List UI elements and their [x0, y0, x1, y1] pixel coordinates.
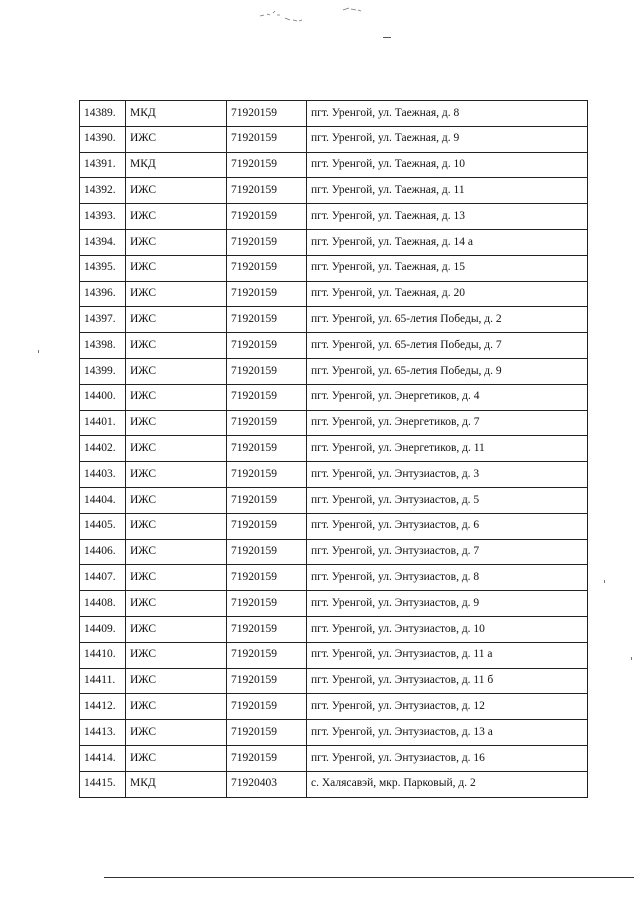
oktmo-code-cell: 71920159 [227, 694, 307, 720]
oktmo-code-cell: 71920159 [227, 539, 307, 565]
table-row [80, 771, 588, 797]
object-type-cell: ИЖС [126, 694, 227, 720]
address-cell: пгт. Уренгой, ул. Энтузиастов, д. 3 [307, 462, 588, 488]
oktmo-code-cell: 71920159 [227, 513, 307, 539]
address-cell: с. Халясавэй, мкр. Парковый, д. 2 [307, 771, 588, 797]
address-cell: пгт. Уренгой, ул. 65-летия Победы, д. 2 [307, 307, 588, 333]
row-number-cell: 14391. [80, 152, 126, 178]
oktmo-code-cell: 71920159 [227, 462, 307, 488]
table-row [80, 307, 588, 333]
object-type-cell: ИЖС [126, 720, 227, 746]
table-row [80, 513, 588, 539]
address-cell: пгт. Уренгой, ул. 65-летия Победы, д. 9 [307, 358, 588, 384]
oktmo-code-cell: 71920159 [227, 720, 307, 746]
oktmo-code-cell: 71920159 [227, 668, 307, 694]
row-number-cell: 14398. [80, 333, 126, 359]
table-row [80, 745, 588, 771]
row-number-cell: 14402. [80, 436, 126, 462]
row-number-cell: 14392. [80, 178, 126, 204]
table-row [80, 436, 588, 462]
row-number-cell: 14396. [80, 281, 126, 307]
object-type-cell: ИЖС [126, 745, 227, 771]
object-type-cell: ИЖС [126, 384, 227, 410]
object-type-cell: ИЖС [126, 436, 227, 462]
object-type-cell: ИЖС [126, 229, 227, 255]
row-number-cell: 14394. [80, 229, 126, 255]
table-row [80, 358, 588, 384]
object-type-cell: ИЖС [126, 539, 227, 565]
address-cell: пгт. Уренгой, ул. Энтузиастов, д. 10 [307, 616, 588, 642]
row-number-cell: 14395. [80, 255, 126, 281]
row-number-cell: 14393. [80, 204, 126, 230]
object-type-cell: ИЖС [126, 333, 227, 359]
table-row [80, 410, 588, 436]
row-number-cell: 14399. [80, 358, 126, 384]
scan-noise-marks [255, 4, 375, 34]
table-row [80, 333, 588, 359]
row-number-cell: 14389. [80, 101, 126, 127]
table-row [80, 281, 588, 307]
row-number-cell: 14403. [80, 462, 126, 488]
table-row [80, 255, 588, 281]
scan-speck [631, 657, 632, 660]
row-number-cell: 14408. [80, 591, 126, 617]
object-type-cell: ИЖС [126, 462, 227, 488]
address-cell: пгт. Уренгой, ул. Таежная, д. 20 [307, 281, 588, 307]
address-cell: пгт. Уренгой, ул. Энтузиастов, д. 16 [307, 745, 588, 771]
address-cell: пгт. Уренгой, ул. Таежная, д. 9 [307, 126, 588, 152]
object-type-cell: МКД [126, 771, 227, 797]
oktmo-code-cell: 71920159 [227, 229, 307, 255]
row-number-cell: 14401. [80, 410, 126, 436]
object-type-cell: ИЖС [126, 642, 227, 668]
address-cell: пгт. Уренгой, ул. Энтузиастов, д. 6 [307, 513, 588, 539]
table-row [80, 126, 588, 152]
table-row [80, 720, 588, 746]
object-type-cell: ИЖС [126, 307, 227, 333]
row-number-cell: 14400. [80, 384, 126, 410]
address-cell: пгт. Уренгой, ул. Энтузиастов, д. 13 а [307, 720, 588, 746]
object-type-cell: ИЖС [126, 616, 227, 642]
object-type-cell: ИЖС [126, 591, 227, 617]
table-row [80, 229, 588, 255]
scan-dash-mark [383, 37, 391, 38]
row-number-cell: 14410. [80, 642, 126, 668]
row-number-cell: 14409. [80, 616, 126, 642]
oktmo-code-cell: 71920159 [227, 126, 307, 152]
address-cell: пгт. Уренгой, ул. Энтузиастов, д. 11 б [307, 668, 588, 694]
table-row [80, 101, 588, 127]
oktmo-code-cell: 71920159 [227, 255, 307, 281]
address-cell: пгт. Уренгой, ул. Таежная, д. 8 [307, 101, 588, 127]
object-type-cell: ИЖС [126, 487, 227, 513]
address-cell: пгт. Уренгой, ул. Энергетиков, д. 4 [307, 384, 588, 410]
row-number-cell: 14413. [80, 720, 126, 746]
object-type-cell: ИЖС [126, 410, 227, 436]
table-row [80, 384, 588, 410]
table-row [80, 178, 588, 204]
oktmo-code-cell: 71920159 [227, 745, 307, 771]
oktmo-code-cell: 71920159 [227, 384, 307, 410]
object-type-cell: ИЖС [126, 204, 227, 230]
table-row [80, 462, 588, 488]
address-cell: пгт. Уренгой, ул. Энергетиков, д. 7 [307, 410, 588, 436]
table-row [80, 204, 588, 230]
table-row [80, 539, 588, 565]
oktmo-code-cell: 71920159 [227, 281, 307, 307]
row-number-cell: 14414. [80, 745, 126, 771]
row-number-cell: 14404. [80, 487, 126, 513]
registry-table-body [80, 101, 588, 798]
row-number-cell: 14415. [80, 771, 126, 797]
oktmo-code-cell: 71920159 [227, 410, 307, 436]
address-cell: пгт. Уренгой, ул. Энергетиков, д. 11 [307, 436, 588, 462]
table-row [80, 694, 588, 720]
oktmo-code-cell: 71920159 [227, 178, 307, 204]
object-type-cell: МКД [126, 101, 227, 127]
address-cell: пгт. Уренгой, ул. Энтузиастов, д. 11 а [307, 642, 588, 668]
oktmo-code-cell: 71920403 [227, 771, 307, 797]
row-number-cell: 14411. [80, 668, 126, 694]
oktmo-code-cell: 71920159 [227, 642, 307, 668]
oktmo-code-cell: 71920159 [227, 565, 307, 591]
address-cell: пгт. Уренгой, ул. Энтузиастов, д. 7 [307, 539, 588, 565]
oktmo-code-cell: 71920159 [227, 487, 307, 513]
address-cell: пгт. Уренгой, ул. Таежная, д. 11 [307, 178, 588, 204]
bottom-rule [104, 877, 634, 878]
row-number-cell: 14407. [80, 565, 126, 591]
oktmo-code-cell: 71920159 [227, 591, 307, 617]
oktmo-code-cell: 71920159 [227, 333, 307, 359]
row-number-cell: 14405. [80, 513, 126, 539]
address-cell: пгт. Уренгой, ул. 65-летия Победы, д. 7 [307, 333, 588, 359]
address-cell: пгт. Уренгой, ул. Таежная, д. 15 [307, 255, 588, 281]
object-type-cell: МКД [126, 152, 227, 178]
row-number-cell: 14406. [80, 539, 126, 565]
registry-table [79, 100, 588, 798]
object-type-cell: ИЖС [126, 513, 227, 539]
table-row [80, 642, 588, 668]
table-row [80, 565, 588, 591]
address-cell: пгт. Уренгой, ул. Энтузиастов, д. 9 [307, 591, 588, 617]
oktmo-code-cell: 71920159 [227, 101, 307, 127]
address-cell: пгт. Уренгой, ул. Таежная, д. 13 [307, 204, 588, 230]
address-cell: пгт. Уренгой, ул. Таежная, д. 10 [307, 152, 588, 178]
table-row [80, 591, 588, 617]
object-type-cell: ИЖС [126, 281, 227, 307]
object-type-cell: ИЖС [126, 565, 227, 591]
oktmo-code-cell: 71920159 [227, 307, 307, 333]
object-type-cell: ИЖС [126, 255, 227, 281]
address-cell: пгт. Уренгой, ул. Энтузиастов, д. 12 [307, 694, 588, 720]
oktmo-code-cell: 71920159 [227, 616, 307, 642]
object-type-cell: ИЖС [126, 358, 227, 384]
address-cell: пгт. Уренгой, ул. Энтузиастов, д. 5 [307, 487, 588, 513]
oktmo-code-cell: 71920159 [227, 204, 307, 230]
table-row [80, 487, 588, 513]
object-type-cell: ИЖС [126, 668, 227, 694]
oktmo-code-cell: 71920159 [227, 436, 307, 462]
oktmo-code-cell: 71920159 [227, 152, 307, 178]
row-number-cell: 14397. [80, 307, 126, 333]
oktmo-code-cell: 71920159 [227, 358, 307, 384]
table-row [80, 152, 588, 178]
table-row [80, 668, 588, 694]
scan-speck [38, 350, 39, 353]
address-cell: пгт. Уренгой, ул. Энтузиастов, д. 8 [307, 565, 588, 591]
address-cell: пгт. Уренгой, ул. Таежная, д. 14 а [307, 229, 588, 255]
object-type-cell: ИЖС [126, 178, 227, 204]
object-type-cell: ИЖС [126, 126, 227, 152]
row-number-cell: 14412. [80, 694, 126, 720]
scan-speck [604, 580, 605, 583]
row-number-cell: 14390. [80, 126, 126, 152]
table-row [80, 616, 588, 642]
